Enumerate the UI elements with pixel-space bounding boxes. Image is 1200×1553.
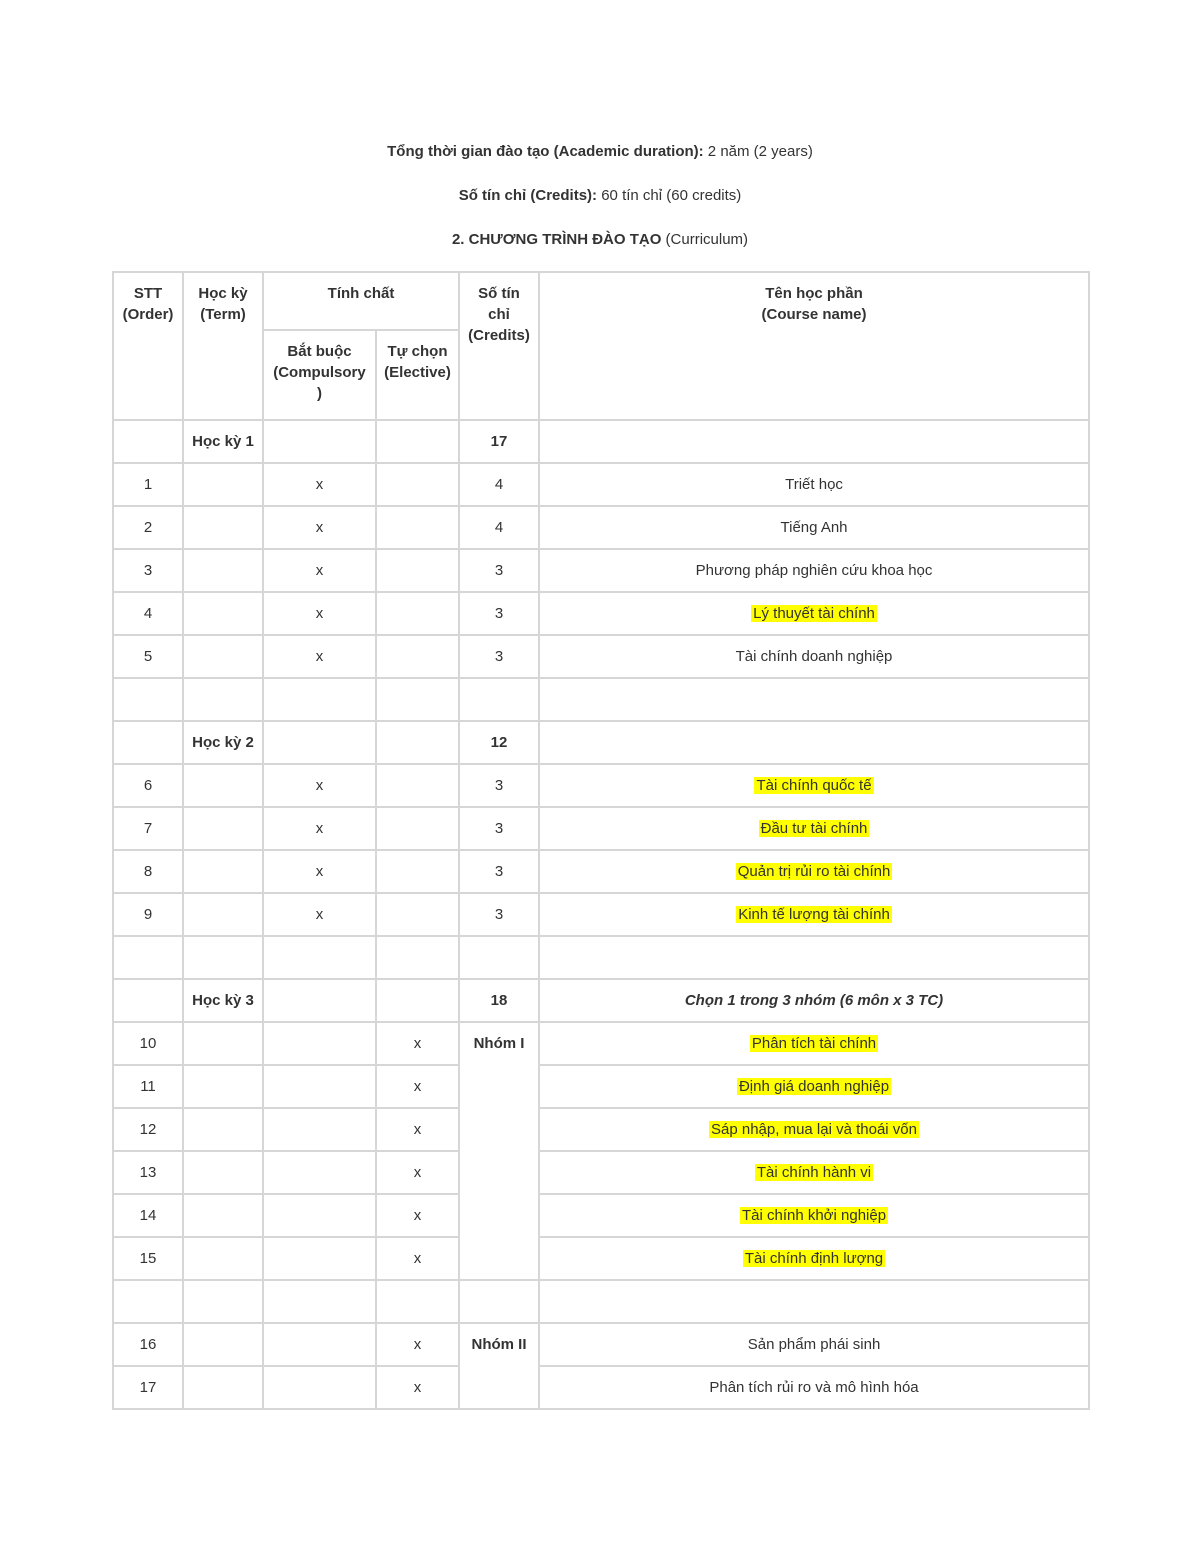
row-number: 12 xyxy=(114,1109,184,1152)
term-credits: 18 xyxy=(460,980,540,1023)
elective-mark: x xyxy=(377,1195,460,1238)
header-course: Tên học phần (Course name) xyxy=(540,273,1090,421)
row-credits: 3 xyxy=(460,550,540,593)
compulsory-mark: x xyxy=(264,550,377,593)
academic-duration-value: 2 năm (2 years) xyxy=(703,143,813,160)
course-name: Tài chính doanh nghiệp xyxy=(540,636,1090,679)
row-credits: 3 xyxy=(460,894,540,937)
academic-duration-label: Tổng thời gian đào tạo (Academic duration): xyxy=(387,143,704,160)
elective-mark: x xyxy=(377,1238,460,1281)
table-row xyxy=(114,550,1090,593)
elective-mark: x xyxy=(377,1367,460,1410)
elective-mark: x xyxy=(377,1324,460,1367)
row-number: 15 xyxy=(114,1238,184,1281)
term-label: Học kỳ 3 xyxy=(184,980,264,1023)
row-number: 4 xyxy=(114,593,184,636)
table-row xyxy=(114,1152,1090,1195)
course-name: Phương pháp nghiên cứu khoa học xyxy=(540,550,1090,593)
compulsory-mark: x xyxy=(264,765,377,808)
course-name: Tiếng Anh xyxy=(540,507,1090,550)
course-name-highlighted: Sáp nhập, mua lại và thoái vốn xyxy=(711,1121,917,1138)
table-row xyxy=(114,636,1090,679)
compulsory-mark: x xyxy=(264,894,377,937)
row-number: 14 xyxy=(114,1195,184,1238)
row-number: 6 xyxy=(114,765,184,808)
course-name-highlighted: Kinh tế lượng tài chính xyxy=(738,906,890,923)
row-credits: 3 xyxy=(460,808,540,851)
compulsory-mark: x xyxy=(264,593,377,636)
course-name-highlighted: Tài chính quốc tế xyxy=(756,777,872,794)
compulsory-mark: x xyxy=(264,636,377,679)
term-row xyxy=(114,722,1090,765)
table-row xyxy=(114,1324,1090,1367)
header-elective: Tự chọn (Elective) xyxy=(377,331,460,421)
table-row xyxy=(114,1195,1090,1238)
empty-row xyxy=(114,937,1090,980)
row-number: 2 xyxy=(114,507,184,550)
row-number: 16 xyxy=(114,1324,184,1367)
row-credits: 3 xyxy=(460,851,540,894)
credits-value: 60 tín chỉ (60 credits) xyxy=(597,187,742,204)
header-credits: Số tín chỉ (Credits) xyxy=(460,273,540,421)
curriculum-heading-en: (Curriculum) xyxy=(661,231,749,248)
row-credits: 3 xyxy=(460,765,540,808)
row-number: 7 xyxy=(114,808,184,851)
group-label: Nhóm II xyxy=(460,1324,540,1410)
table-row xyxy=(114,464,1090,507)
row-number: 17 xyxy=(114,1367,184,1410)
compulsory-mark: x xyxy=(264,464,377,507)
row-number: 8 xyxy=(114,851,184,894)
row-number: 5 xyxy=(114,636,184,679)
academic-duration-line xyxy=(0,143,1200,160)
term-label: Học kỳ 1 xyxy=(184,421,264,464)
table-row xyxy=(114,593,1090,636)
course-name-highlighted: Định giá doanh nghiệp xyxy=(738,1078,890,1095)
header-term: Học kỳ (Term) xyxy=(184,273,264,421)
elective-mark: x xyxy=(377,1023,460,1066)
empty-row xyxy=(114,1281,1090,1324)
course-name-highlighted: Tài chính định lượng xyxy=(744,1250,884,1267)
course-name-highlighted: Tài chính khởi nghiệp xyxy=(741,1207,887,1224)
header-compulsory: Bắt buộc (Compulsory ) xyxy=(264,331,377,421)
credits-label: Số tín chỉ (Credits): xyxy=(458,187,598,204)
curriculum-heading-label: 2. CHƯƠNG TRÌNH ĐÀO TẠO xyxy=(451,231,662,248)
elective-mark: x xyxy=(377,1066,460,1109)
empty-row xyxy=(114,679,1090,722)
row-credits: 4 xyxy=(460,507,540,550)
course-name-highlighted: Tài chính hành vi xyxy=(756,1164,872,1181)
table-header-row xyxy=(114,273,1090,331)
curriculum-table xyxy=(112,271,1090,1410)
course-name-highlighted: Đầu tư tài chính xyxy=(760,820,868,837)
header-nature: Tính chất xyxy=(264,273,460,331)
row-number: 11 xyxy=(114,1066,184,1109)
row-credits: 3 xyxy=(460,593,540,636)
row-number: 10 xyxy=(114,1023,184,1066)
curriculum-heading xyxy=(0,231,1200,248)
credits-line xyxy=(0,187,1200,204)
table-row xyxy=(114,1109,1090,1152)
course-name-highlighted: Lý thuyết tài chính xyxy=(753,605,875,622)
term-row xyxy=(114,980,1090,1023)
table-row xyxy=(114,1367,1090,1410)
term-credits: 12 xyxy=(460,722,540,765)
term-label: Học kỳ 2 xyxy=(184,722,264,765)
table-row xyxy=(114,851,1090,894)
row-number: 13 xyxy=(114,1152,184,1195)
header-stt: STT (Order) xyxy=(114,273,184,421)
table-row xyxy=(114,894,1090,937)
group-label: Nhóm I xyxy=(460,1023,540,1281)
table-row xyxy=(114,507,1090,550)
course-name: Triết học xyxy=(540,464,1090,507)
course-name-highlighted: Phân tích tài chính xyxy=(751,1035,877,1052)
row-credits: 3 xyxy=(460,636,540,679)
term-row xyxy=(114,421,1090,464)
table-row xyxy=(114,1066,1090,1109)
compulsory-mark: x xyxy=(264,808,377,851)
table-row xyxy=(114,1023,1090,1066)
course-name: Sản phẩm phái sinh xyxy=(540,1324,1090,1367)
table-row xyxy=(114,1238,1090,1281)
compulsory-mark: x xyxy=(264,507,377,550)
row-number: 3 xyxy=(114,550,184,593)
course-name: Phân tích rủi ro và mô hình hóa xyxy=(540,1367,1090,1410)
course-name-highlighted: Quản trị rủi ro tài chính xyxy=(737,863,891,880)
term-credits: 17 xyxy=(460,421,540,464)
table-row xyxy=(114,765,1090,808)
elective-mark: x xyxy=(377,1152,460,1195)
term-note: Chọn 1 trong 3 nhóm (6 môn x 3 TC) xyxy=(540,980,1090,1023)
row-number: 1 xyxy=(114,464,184,507)
row-number: 9 xyxy=(114,894,184,937)
compulsory-mark: x xyxy=(264,851,377,894)
elective-mark: x xyxy=(377,1109,460,1152)
row-credits: 4 xyxy=(460,464,540,507)
table-row xyxy=(114,808,1090,851)
